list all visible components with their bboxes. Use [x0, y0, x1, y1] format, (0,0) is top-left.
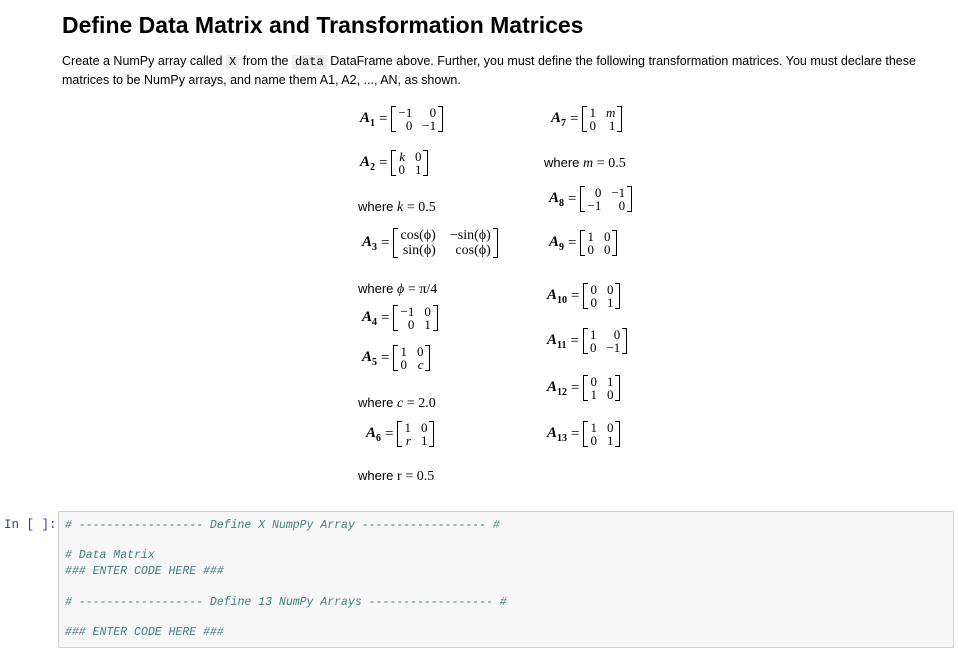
a3-matrix [393, 228, 497, 258]
a10-name: A [547, 286, 558, 303]
a8-cell: 0 [594, 185, 602, 200]
a1-cell: −1 [398, 105, 413, 120]
a6-equals: = [385, 425, 394, 442]
a13-equals: = [571, 425, 580, 442]
code-cell-editor[interactable] [58, 511, 954, 648]
a3-equals: = [381, 234, 390, 251]
a11-equals: = [570, 332, 579, 349]
a3-cell: cos(ϕ) [400, 228, 436, 243]
a2-name: A [360, 153, 371, 170]
a12-cell: 1 [606, 374, 614, 389]
code-line[interactable]: ### ENTER CODE HERE ### [65, 626, 224, 639]
a4-name: A [362, 308, 373, 325]
a9-sub: 9 [559, 241, 565, 253]
a5-cell: c [417, 357, 424, 372]
matrix-a6 [366, 421, 434, 447]
a4-matrix [393, 305, 437, 331]
a6-cell: 1 [420, 433, 428, 448]
a12-cell: 1 [590, 387, 597, 402]
note-phi: where ϕ = π/4 [358, 281, 438, 297]
intro-text-3: DataFrame above. Further, you must define the following transformation matrices. You must declare these matrices to be NumPy arrays, and name them A1, A2, ..., AN, as shown. [62, 54, 916, 87]
a5-matrix [393, 345, 430, 371]
a12-sub: 12 [557, 386, 568, 398]
input-prompt: In [ ]: [4, 518, 57, 532]
matrix-a8 [549, 186, 632, 212]
code-data: data [292, 55, 327, 69]
a1-sub: 1 [370, 117, 376, 129]
a11-cell: 0 [589, 340, 597, 355]
a10-cell: 0 [606, 282, 614, 297]
matrix-a4 [362, 305, 438, 331]
a13-name: A [547, 424, 558, 441]
a6-matrix [397, 421, 434, 447]
matrix-a11 [547, 328, 627, 354]
code-line[interactable]: # ------------------ Define 13 NumPy Arrays ------------------ # [65, 596, 507, 609]
a8-sub: 8 [559, 197, 565, 209]
a3-cell: sin(ϕ) [402, 243, 436, 258]
a9-cell: 0 [603, 242, 611, 257]
a7-cell: 1 [589, 105, 596, 120]
a1-cell: 0 [429, 105, 437, 120]
a2-cell: 0 [398, 162, 405, 177]
a1-equals: = [379, 110, 388, 127]
note-r: where r = 0.5 [358, 468, 435, 484]
a7-cell: 0 [589, 118, 596, 133]
a2-equals: = [379, 154, 388, 171]
note-k: where k = 0.5 [358, 199, 436, 215]
a7-name: A [551, 109, 562, 126]
a4-cell: −1 [400, 304, 415, 319]
a9-name: A [549, 233, 560, 250]
a4-cell: 1 [424, 317, 431, 332]
code-line[interactable]: # ------------------ Define X NumpPy Array ------------------ # [65, 519, 500, 532]
a9-equals: = [568, 234, 577, 251]
matrix-a10 [547, 283, 620, 309]
code-line[interactable]: ### ENTER CODE HERE ### [65, 565, 224, 578]
matrix-a5 [362, 345, 430, 371]
a12-equals: = [571, 379, 580, 396]
a13-cell: 0 [606, 420, 614, 435]
a4-equals: = [381, 309, 390, 326]
a8-cell: −1 [587, 198, 602, 213]
a13-matrix [583, 421, 620, 447]
a13-sub: 13 [557, 432, 568, 444]
matrix-a3 [362, 228, 498, 258]
a2-cell: 0 [414, 149, 422, 164]
code-x: X [226, 55, 239, 69]
a9-cell: 0 [603, 229, 611, 244]
a9-cell: 0 [587, 242, 594, 257]
a11-name: A [547, 331, 558, 348]
note-c: where c = 2.0 [358, 395, 436, 411]
a2-cell: k [399, 149, 405, 164]
a12-cell: 0 [606, 387, 614, 402]
a7-cell: 1 [608, 118, 616, 133]
a10-sub: 10 [557, 294, 568, 306]
a2-matrix [391, 150, 428, 176]
a3-sub: 3 [372, 241, 378, 253]
a10-cell: 1 [606, 295, 614, 310]
a12-name: A [547, 378, 558, 395]
a11-cell: 1 [589, 327, 597, 342]
a11-sub: 11 [557, 339, 567, 351]
a8-cell: −1 [611, 185, 626, 200]
a10-cell: 0 [590, 295, 597, 310]
a12-cell: 0 [590, 374, 597, 389]
a5-cell: 1 [400, 344, 407, 359]
a1-cell: 0 [405, 118, 413, 133]
a4-cell: 0 [407, 317, 415, 332]
a8-matrix [580, 186, 632, 212]
a7-sub: 7 [561, 117, 567, 129]
a5-equals: = [381, 349, 390, 366]
matrix-a2 [360, 150, 428, 176]
a6-name: A [366, 424, 377, 441]
a8-cell: 0 [618, 198, 626, 213]
a6-cell: 1 [404, 420, 411, 435]
a7-cell: m [605, 105, 616, 120]
intro-paragraph [62, 52, 942, 89]
matrix-a7 [551, 106, 622, 132]
a13-cell: 1 [590, 420, 597, 435]
a1-matrix [391, 106, 443, 132]
a11-cell: −1 [606, 340, 621, 355]
a9-matrix [580, 230, 617, 256]
a2-cell: 1 [414, 162, 422, 177]
a13-cell: 0 [590, 433, 597, 448]
a7-matrix [582, 106, 622, 132]
a10-equals: = [571, 287, 580, 304]
a11-cell: 0 [613, 327, 621, 342]
a11-matrix [583, 328, 627, 354]
a13-cell: 1 [606, 433, 614, 448]
a5-name: A [362, 348, 373, 365]
a6-cell: r [405, 433, 411, 448]
a5-cell: 0 [416, 344, 424, 359]
a12-matrix [583, 375, 620, 401]
a4-cell: 0 [424, 304, 431, 319]
a3-name: A [362, 233, 373, 250]
a5-cell: 0 [400, 357, 407, 372]
intro-text-1: Create a NumPy array called [62, 54, 226, 68]
a9-cell: 1 [587, 229, 594, 244]
a10-matrix [583, 283, 620, 309]
matrix-a9 [549, 230, 617, 256]
a6-sub: 6 [376, 432, 382, 444]
a1-cell: −1 [422, 118, 437, 133]
page-title: Define Data Matrix and Transformation Matrices [62, 12, 584, 38]
a5-sub: 5 [372, 356, 378, 368]
matrix-a12 [547, 375, 620, 401]
matrix-a1 [360, 106, 443, 132]
a6-cell: 0 [420, 420, 428, 435]
a3-cell: cos(ϕ) [455, 243, 491, 258]
intro-text-2: from the [239, 54, 292, 68]
a1-name: A [360, 109, 371, 126]
a2-sub: 2 [370, 161, 376, 173]
a10-cell: 0 [590, 282, 597, 297]
code-line[interactable]: # Data Matrix [65, 549, 155, 562]
a3-cell: −sin(ϕ) [449, 228, 491, 243]
a7-equals: = [570, 110, 579, 127]
note-m: where m = 0.5 [544, 155, 626, 171]
a8-name: A [549, 189, 560, 206]
a4-sub: 4 [372, 316, 378, 328]
a8-equals: = [568, 190, 577, 207]
matrix-a13 [547, 421, 620, 447]
